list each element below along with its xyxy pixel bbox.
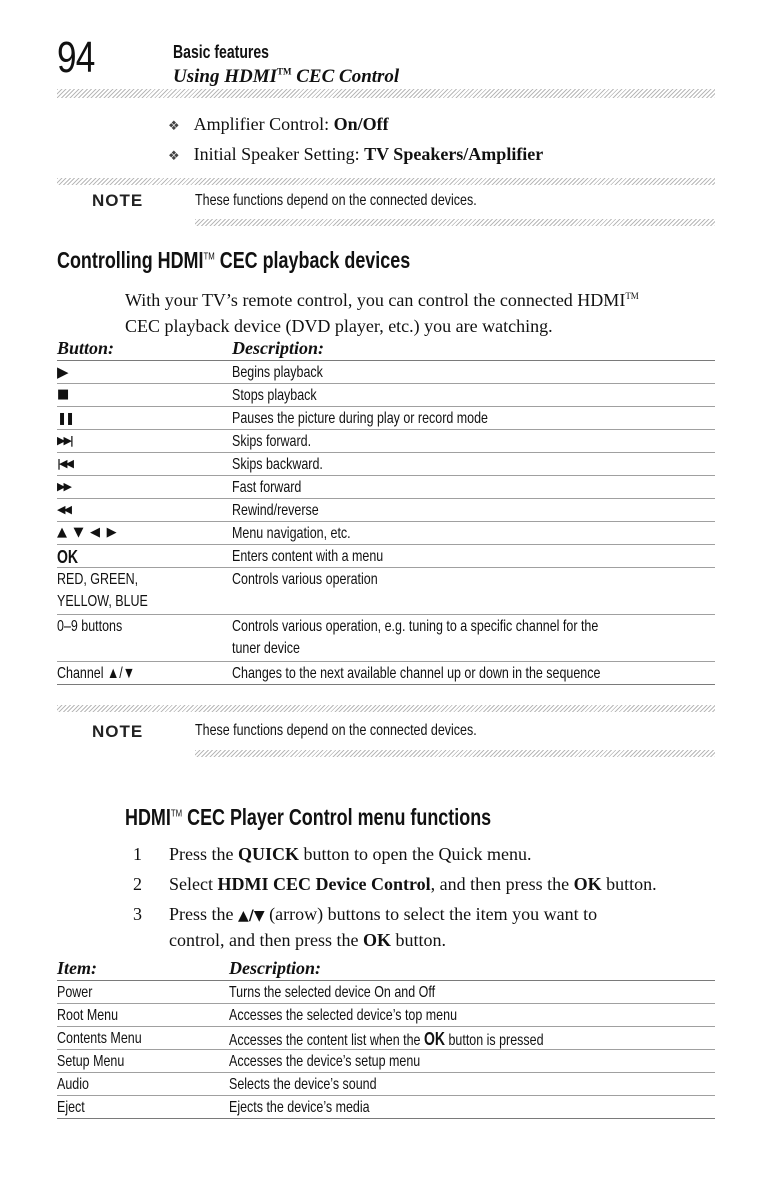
row-item: Audio <box>57 1076 89 1093</box>
row-description: Enters content with a menu <box>232 548 384 565</box>
row-description: Accesses the selected device’s top menu <box>229 1007 458 1024</box>
row-item: Contents Menu <box>57 1030 142 1047</box>
row-description: Selects the device’s sound <box>229 1076 377 1093</box>
diamond-bullet-icon: ❖ <box>168 118 180 133</box>
table-row <box>57 453 715 476</box>
row-description: Accesses the content list when the OK button is pressed <box>229 1029 544 1049</box>
step-item: 1 Press the QUICK button to open the Quick menu. <box>133 844 532 864</box>
diamond-bullet-icon: ❖ <box>168 148 180 163</box>
row-description: Skips forward. <box>232 433 312 450</box>
table-row <box>57 545 715 568</box>
header-rule <box>57 89 715 98</box>
row-description: Turns the selected device On and Off <box>229 984 436 1001</box>
note-label: NOTE <box>92 191 144 210</box>
row-description: Ejects the device’s media <box>229 1099 370 1116</box>
row-description: Controls various operation, e.g. tuning to a specific channel for the tuner device <box>232 618 599 657</box>
ok-button-label: OK <box>57 547 79 567</box>
skip-forward-icon: ▶▶| <box>57 434 72 447</box>
column-header-description: Description: <box>232 338 324 358</box>
row-button-label: Channel ▲/▼ <box>57 665 136 682</box>
table-header-row <box>57 338 715 361</box>
skip-backward-icon: |◀◀ <box>57 457 72 470</box>
table-row <box>57 615 715 662</box>
row-description: Menu navigation, etc. <box>232 525 351 542</box>
section-heading-player-control: HDMI™ CEC Player Control menu functions <box>125 804 492 830</box>
row-button-label: RED, GREEN, YELLOW, BLUE <box>57 571 148 610</box>
note-rule-top <box>57 178 715 185</box>
table-row <box>57 1004 715 1027</box>
fast-forward-icon: ▶▶ <box>57 480 70 493</box>
note-label: NOTE <box>92 722 144 741</box>
row-description: Skips backward. <box>232 456 323 473</box>
row-item: Setup Menu <box>57 1053 125 1070</box>
row-description: Stops playback <box>232 387 317 404</box>
play-icon: ▶ <box>57 363 67 381</box>
table-row <box>57 568 715 615</box>
stop-icon: ■ <box>57 387 68 402</box>
table-row <box>57 1050 715 1073</box>
row-description: Accesses the device’s setup menu <box>229 1053 421 1070</box>
arrow-keys-icon: ▲ ▼ ◀ ▶ <box>57 525 118 540</box>
subsection-title: Using HDMI™ CEC Control <box>173 66 400 87</box>
bullet-initial-speaker: ❖ Initial Speaker Setting: TV Speakers/Amplifier <box>168 144 544 164</box>
rewind-icon: ◀◀ <box>57 503 70 516</box>
row-description: Begins playback <box>232 364 323 381</box>
note-rule-bottom <box>195 219 715 226</box>
row-description: Controls various operation <box>232 571 378 588</box>
bullet-amplifier-control: ❖ Amplifier Control: On/Off <box>168 114 389 134</box>
row-description: Fast forward <box>232 479 302 496</box>
pause-icon: ❚❚ <box>57 411 74 425</box>
row-description: Rewind/reverse <box>232 502 319 519</box>
table-row <box>57 430 715 453</box>
table-header-row <box>57 958 715 981</box>
table-row <box>57 662 715 685</box>
note-text: These functions depend on the connected devices. <box>195 722 477 739</box>
table-row <box>57 522 715 545</box>
player-control-menu-table <box>57 958 715 1158</box>
row-item: Power <box>57 984 93 1001</box>
row-description: Changes to the next available channel up or down in the sequence <box>232 665 601 682</box>
step-item: 2 Select HDMI CEC Device Control, and then press the OK button. <box>133 874 657 894</box>
step-item: 3 Press the ▲/▼ (arrow) buttons to select the item you want to control, and then press the OK button. <box>133 904 598 950</box>
table-row <box>57 1027 715 1050</box>
table-row <box>57 981 715 1004</box>
table-row <box>57 407 715 430</box>
section-heading-playback: Controlling HDMI™ CEC playback devices <box>57 247 411 273</box>
page-number: 94 <box>57 33 95 82</box>
note-text: These functions depend on the connected devices. <box>195 192 477 209</box>
table-row <box>57 1096 715 1119</box>
table-row <box>57 1073 715 1096</box>
column-header-button: Button: <box>57 338 115 358</box>
section-title: Basic features <box>173 42 270 62</box>
section-intro: With your TV’s remote control, you can control the connected HDMI™ CEC playback device (DVD player, etc.) you are watching. <box>125 290 639 336</box>
row-button-label: 0–9 buttons <box>57 618 123 635</box>
row-item: Eject <box>57 1099 85 1116</box>
row-item: Root Menu <box>57 1007 119 1024</box>
playback-buttons-table <box>57 338 715 718</box>
table-row <box>57 384 715 407</box>
table-row <box>57 499 715 522</box>
column-header-item: Item: <box>57 958 97 978</box>
note-rule-bottom <box>195 750 715 757</box>
column-header-description: Description: <box>229 958 321 978</box>
table-row <box>57 476 715 499</box>
note-rule-top <box>57 705 715 712</box>
row-description: Pauses the picture during play or record mode <box>232 410 488 427</box>
table-row <box>57 361 715 384</box>
